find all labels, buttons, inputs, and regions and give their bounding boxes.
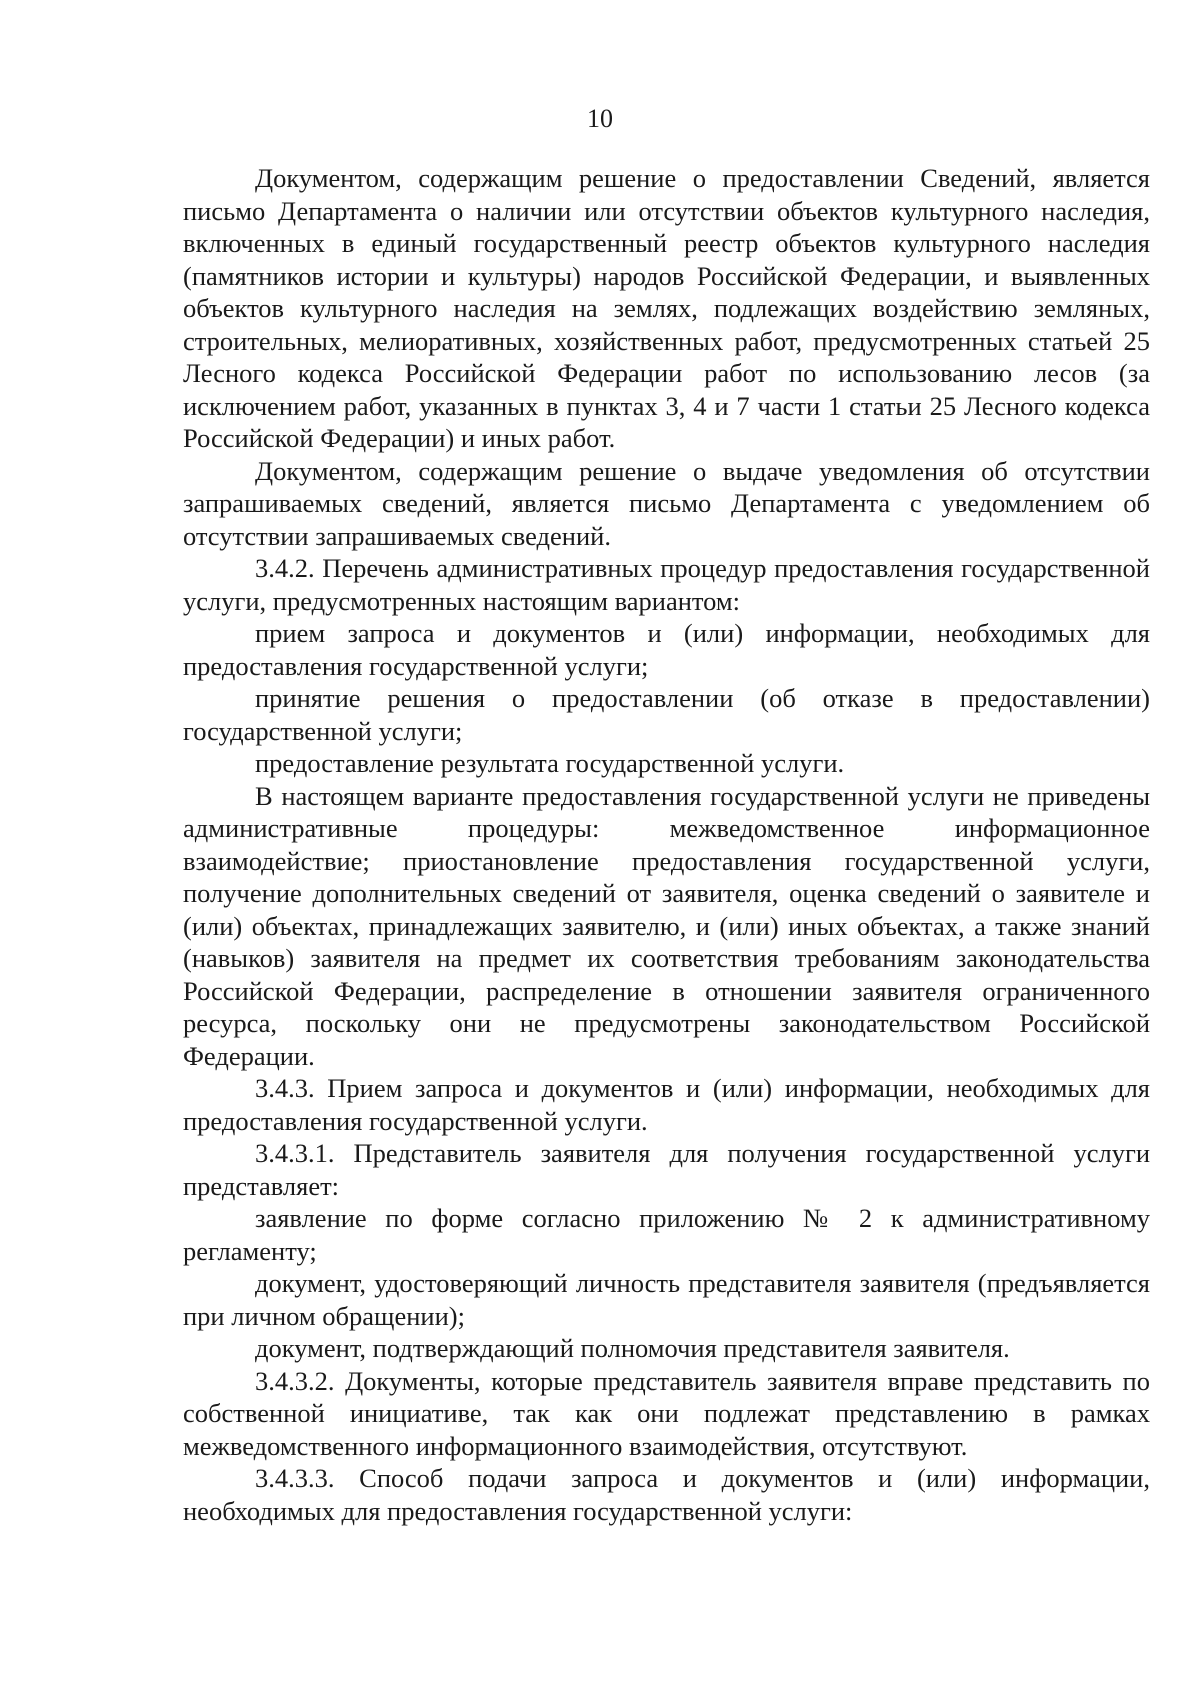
paragraph-procedure-result: предоставление результата государственной услуги. [255, 748, 845, 778]
paragraph-identity-document: документ, удостоверяющий личность представителя заявителя (предъявляется при личном обращении); [183, 1268, 1150, 1331]
paragraph-procedure-intake: прием запроса и документов и (или) информации, необходимых для предоставления государственной услуги; [183, 618, 1150, 681]
paragraph-application-form: заявление по форме согласно приложению № 2 к административному регламенту; [183, 1203, 1150, 1266]
paragraph-3-4-3: 3.4.3. Прием запроса и документов и (или) информации, необходимых для предоставления государственной услуги. [183, 1073, 1150, 1136]
paragraph-3-4-3-1: 3.4.3.1. Представитель заявителя для получения государственной услуги представляет: [183, 1138, 1150, 1201]
paragraph-authority-document: документ, подтверждающий полномочия представителя заявителя. [255, 1333, 1010, 1363]
paragraph-decision-document: Документом, содержащим решение о предоставлении Сведений, является письмо Департамента о наличии или отсутствии объектов культурного наследия, включенных в единый государственный реестр объектов культурного наследия (памятников истории и культуры) народов Российской Федерации, и выявленных объектов культурного наследия на землях, подлежащих воздействию земляных, строительных, мелиоративных, хозяйственных работ, предусмотренных статьей 25 Лесного кодекса Российской Федерации работ по использованию лесов (за исключением работ, указанных в пунктах 3, 4 и 7 части 1 статьи 25 Лесного кодекса Российской Федерации) и иных работ. [183, 163, 1150, 453]
paragraph-omitted-procedures: В настоящем варианте предоставления государственной услуги не приведены административные процедуры: межведомственное информационное взаимодействие; приостановление предоставления государственной услуги, получение дополнительных сведений от заявителя, оценка сведений о заявителе и (или) объектах, принадлежащих заявителю, и (или) иных объектах, а также знаний (навыков) заявителя на предмет их соответствия требованиям законодательства Российской Федерации, распределение в отношении заявителя ограниченного ресурса, поскольку они не предусмотрены законодательством Российской Федерации. [183, 780, 1150, 1071]
document-body [183, 162, 1150, 1527]
page-number: 10 [587, 104, 613, 133]
paragraph-3-4-2: 3.4.2. Перечень административных процедур предоставления государственной услуги, предусмотренных настоящим вариантом: [183, 553, 1150, 616]
paragraph-3-4-3-2: 3.4.3.2. Документы, которые представитель заявителя вправе представить по собственной инициативе, так как они подлежат представлению в рамках межведомственного информационного взаимодействия, отсутствуют. [183, 1365, 1150, 1461]
paragraph-procedure-decision: принятие решения о предоставлении (об отказе в предоставлении) государственной услуги; [183, 683, 1150, 746]
paragraph-3-4-3-3: 3.4.3.3. Способ подачи запроса и документов и (или) информации, необходимых для предоставления государственной услуги: [183, 1463, 1150, 1526]
paragraph-notification-document: Документом, содержащим решение о выдаче уведомления об отсутствии запрашиваемых сведений, является письмо Департамента с уведомлением об отсутствии запрашиваемых сведений. [183, 455, 1150, 551]
